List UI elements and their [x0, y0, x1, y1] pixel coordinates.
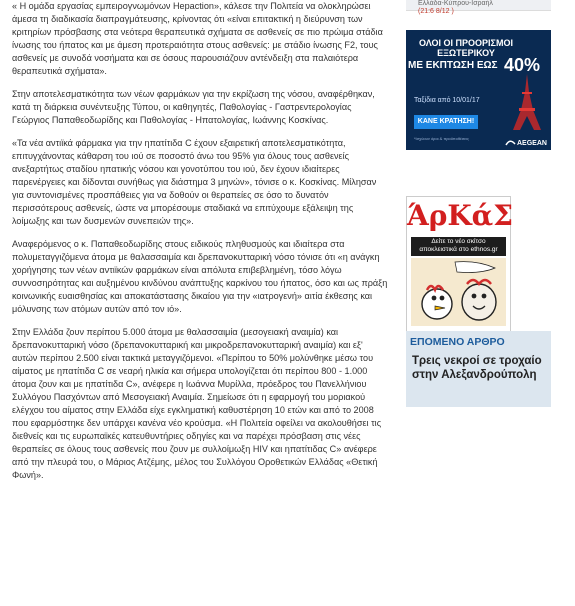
next-article-headline[interactable]: Τρεις νεκροί σε τροχαίο στην Αλεξανδρούπολη	[412, 355, 542, 381]
aegean-ad-banner[interactable]	[406, 30, 551, 150]
aegean-logo-icon	[504, 136, 548, 148]
ad-book-now-button[interactable]: ΚΑΝΕ ΚΡΑΤΗΣΗ!	[414, 115, 478, 129]
article-paragraph: Στην αποτελεσματικότητα των νέων φαρμάκων για την εκρίζωση της νόσου, αναφέρθηκαν, κατά τη διάρκεια συνέντευξης Τύπου, οι καθηγητές, Παθολογίας - Γαστρεντερολογίας Γεώργιος Παπαθεοδωρίδης και Παθολογίας - Ηπατολογίας, Ιωάννης Κοσκίνας.	[12, 89, 375, 125]
eiffel-tower-icon	[510, 72, 544, 132]
ad-fine-print: *Ισχύουν όροι & προϋποθέσεις	[414, 136, 469, 141]
sidebar-news-item[interactable]	[406, 0, 551, 16]
arkas-subtitle-line: Δείτε το νέο σκίτσο	[431, 238, 486, 245]
arkas-logo: ΆρΚάΣ	[407, 197, 510, 235]
article-paragraph: Αναφερόμενος ο κ. Παπαθεοδωρίδης στους ειδικούς πληθυσμούς και ιδιαίτερα στα πολυμεταγγιζόμενα άτομα με θαλασσαιμία και δρεπανοκυτταρική νόσο τόνισε ότι «η ανάγκη χορήγησης των νέων αντιϊκών φαρμάκων είναι απόλυτα επιβεβλημένη, τόσο λόγω συννοσηρότητας και αυξημένου κινδύνου ανάπτυξης καρκίνου του ήπατος, όσο και ως πράξη κοινωνικής ευαισθησίας και αποκατάστασης δικαίου για την «ιατρογενή» αιτία έκθεσης και μόλυνσης των ατόμων αυτών από τον ιό».	[12, 239, 388, 314]
ad-travel-date: Ταξίδια από 10/01/17	[414, 97, 480, 104]
news-item-time: (21:6 8/12 )	[418, 8, 454, 15]
article-body	[12, 0, 390, 492]
next-article-box[interactable]	[406, 331, 551, 407]
ad-discount-percent: 40%	[504, 55, 541, 75]
arkas-cartoon-widget[interactable]	[406, 196, 514, 332]
article-paragraph: Στην Ελλάδα ζουν περίπου 5.000 άτομα με θαλασσαιμία (μεσογειακή αναιμία) και δρεπανοκυτταρική νόσο (δρεπανοκυτταρική και μικροδρεπανοκυτταρική αναιμία) και εξ' αυτών περίπου 2.500 είναι τακτικά μεταγγιζόμενοι. «Περίπου το 50% μολύνθηκε μέσω του αίματος με ηπατίτιδα C σε νεαρή ηλικία και σήμερα υπολογίζεται ότι περίπου 800 - 1.000 άτομα ζουν και με ηπατίτιδα C», ανέφερε η Ιωάννα Μυρίλλα, πρόεδρος του Πανελλήνιου Συλλόγου Πασχόντων από Μεσογειακή Αναιμία. Σημείωσε ότι η εφαρμογή του μοριακού ελέγχου του αίματος στην Ελλάδα είχε εγκληματική καθυστέρηση 10 ετών και από το 2008 που εφαρμόστηκε δεν υπάρχει κανένα νέο κρούσμα. «Η Πολιτεία οφείλει να ακολουθήσει τις διεθνείς και τις ευρωπαϊκές κατευθυντήριες οδηγίες και να παρέχει πρόσβαση στις νέες θεραπείες σε όλους τους ασθενείς που ζουν με συλλοίμωξη HIV και ηπατίτιδας C» ανέφερε από την πλευρά του, ο Μάριος Ατζέμης, μέλος του Συλλόγου Οροθετικών Ελλάδας «Θετική Φωνή».	[12, 327, 382, 480]
sidebar-news-strip[interactable]	[406, 0, 551, 15]
ad-headline: ΟΛΟΙ ΟΙ ΠΡΟΟΡΙΣΜΟΙ ΕΞΩΤΕΡΙΚΟΥ	[419, 38, 513, 58]
article-paragraph: « Η ομάδα εργασίας εμπειρογνωμόνων Hepaction», κάλεσε την Πολιτεία να ολοκληρώσει άμεσα τη διαδικασία διαπραγμάτευσης, κρίνοντας ότι «είναι επιτακτική η διεύρυνση των κριτηρίων πρόσβασης στα νεότερα θεραπευτικά σχήματα σε ασθενείς σε πιο πρώιμα στάδια ίνωσης του ήπατος και με άμεση προτεραιότητα στους ασθενείς: με στάδιο ίνωσης F2, τους ασθενείς με συνοδά νοσήματα και σε όσους παρουσιάζουν αντένδειξη στα παλαιότερα θεραπευτικά σχήματα».	[12, 1, 383, 76]
ad-brand: AEGEAN	[517, 140, 547, 147]
arkas-subtitle	[411, 237, 506, 256]
arkas-subtitle-line: αποκλειστικά στο ethnos.gr	[419, 246, 498, 253]
news-item-text[interactable]: Ελλάδα-Κύπρου-Ισραήλ	[418, 0, 493, 7]
arkas-comic-image[interactable]	[411, 258, 506, 326]
next-article-label: ΕΠΟΜΕΝΟ ΑΡΘΡΟ	[410, 336, 505, 348]
article-paragraph: «Τα νέα αντιϊκά φάρμακα για την ηπατίτιδα C έχουν εξαιρετική αποτελεσματικότητα, επιτυγχάνοντας κάθαρση του ιού σε ποσοστό άνω του 95% για όλους τους ασθενείς ανεξαρτήτως σταδίου ηπατικής νόσου και γονοτύπου του ιού, δεν έχουν ιδιαίτερες παρενέργειες και δίδονται συνήθως για διάστημα 3 μηνών», τόνισε ο κ. Κοσκίνας. Μίλησαν για συντονισμένες προσπάθειες για να δοθούν οι θεραπείες σε όσο το δυνατόν περισσότερους ασθενείς, ώστε να μπορέσουμε σταδιακά να επιτύχουμε εξάλειψη της λοίμωξης και των δυσμενών συνεπειών της».	[12, 138, 377, 226]
ad-discount-text: ΜΕ ΕΚΠΤΩΣΗ ΕΩΣ	[408, 60, 498, 71]
